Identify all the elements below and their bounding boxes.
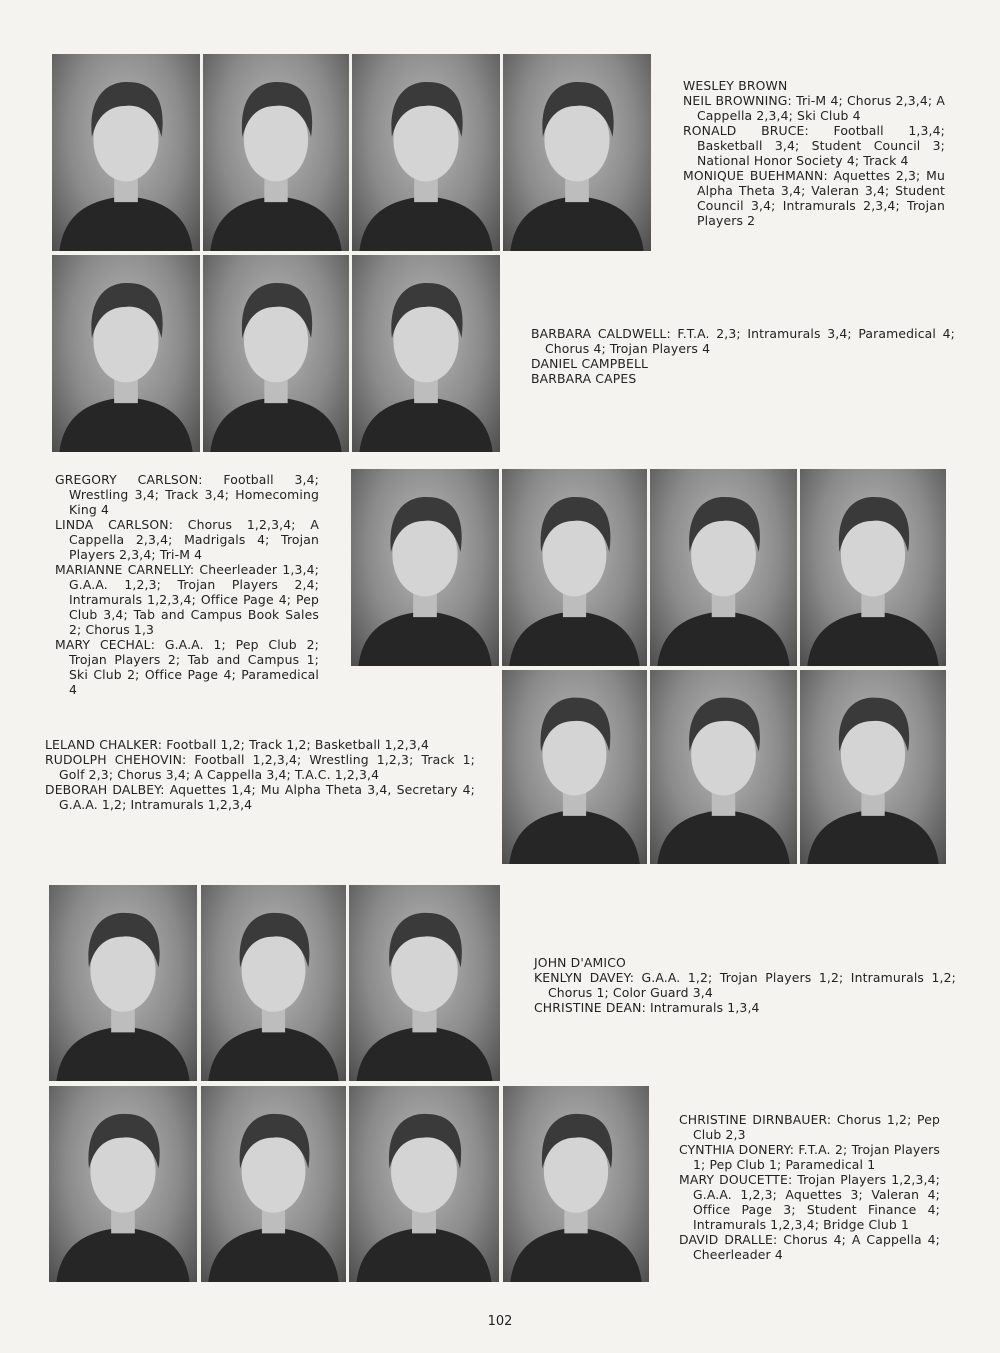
caption-entry: DEBORAH DALBEY: Aquettes 1,4; Mu Alpha Theta 3,4, Secretary 4; G.A.A. 1,2; Intramurals 1,2,3,4 (45, 782, 475, 812)
portrait-christine-dirnbauer (49, 1086, 197, 1282)
caption-entry: CYNTHIA DONERY: F.T.A. 2; Trojan Players 1; Pep Club 1; Paramedical 1 (679, 1142, 940, 1172)
portrait-christine-dean (349, 885, 500, 1081)
portrait-marianne-carnelly (650, 469, 797, 666)
portrait-barbara-capes (352, 255, 500, 452)
caption-block-3 (55, 472, 319, 697)
caption-block-6 (679, 1112, 940, 1262)
caption-entry: GREGORY CARLSON: Football 3,4; Wrestling 3,4; Track 3,4; Homecoming King 4 (55, 472, 319, 517)
caption-entry: WESLEY BROWN (683, 78, 788, 93)
portrait-john-damico (49, 885, 197, 1081)
portrait-mary-doucette (349, 1086, 499, 1282)
caption-entry: BARBARA CAPES (531, 371, 637, 386)
page-number: 102 (487, 1314, 513, 1329)
portrait-mary-cechal (800, 469, 946, 666)
portrait-deborah-dalbey (800, 670, 946, 864)
caption-entry: KENLYN DAVEY: G.A.A. 1,2; Trojan Players 1,2; Intramurals 1,2; Chorus 1; Color Guard 3,4 (534, 970, 956, 1000)
caption-entry: CHRISTINE DEAN: Intramurals 1,3,4 (534, 1000, 760, 1015)
caption-entry: MONIQUE BUEHMANN: Aquettes 2,3; Mu Alpha Theta 3,4; Valeran 3,4; Student Council 3,4; Intramurals 2,3,4; Trojan Players 2 (683, 168, 945, 228)
caption-entry: JOHN D'AMICO (534, 955, 626, 970)
portrait-kenlyn-davey (201, 885, 346, 1081)
caption-entry: LINDA CARLSON: Chorus 1,2,3,4; A Cappella 2,3,4; Madrigals 4; Trojan Players 2,3,4; Tri-M 4 (55, 517, 319, 562)
portrait-linda-carlson (502, 469, 647, 666)
caption-entry: MARY DOUCETTE: Trojan Players 1,2,3,4; G.A.A. 1,2,3; Aquettes 3; Valeran 4; Office Page 3; Student Finance 4; Intramurals 1,2,3,4; Bridge Club 1 (679, 1172, 940, 1232)
caption-block-2 (531, 326, 955, 386)
caption-entry: NEIL BROWNING: Tri-M 4; Chorus 2,3,4; A Cappella 2,3,4; Ski Club 4 (683, 93, 945, 123)
caption-block-4 (45, 737, 475, 812)
caption-entry: BARBARA CALDWELL: F.T.A. 2,3; Intramurals 3,4; Paramedical 4; Chorus 4; Trojan Players 4 (531, 326, 955, 356)
caption-entry: CHRISTINE DIRNBAUER: Chorus 1,2; Pep Club 2,3 (679, 1112, 940, 1142)
portrait-leland-chalker (502, 670, 647, 864)
caption-entry: MARY CECHAL: G.A.A. 1; Pep Club 2; Trojan Players 2; Tab and Campus 1; Ski Club 2; Office Page 4; Paramedical 4 (55, 637, 319, 697)
caption-entry: RUDOLPH CHEHOVIN: Football 1,2,3,4; Wrestling 1,2,3; Track 1; Golf 2,3; Chorus 3,4; A Cappella 3,4; T.A.C. 1,2,3,4 (45, 752, 475, 782)
caption-entry: RONALD BRUCE: Football 1,3,4; Basketball 3,4; Student Council 3; National Honor Society 4; Track 4 (683, 123, 945, 168)
portrait-neil-browning (203, 54, 349, 251)
caption-entry: DAVID DRALLE: Chorus 4; A Cappella 4; Cheerleader 4 (679, 1232, 940, 1262)
portrait-rudolph-chehovin (650, 670, 797, 864)
caption-block-1 (683, 78, 945, 228)
caption-block-5 (534, 955, 956, 1015)
portrait-david-dralle (503, 1086, 649, 1282)
portrait-gregory-carlson (351, 469, 499, 666)
caption-entry: MARIANNE CARNELLY: Cheerleader 1,3,4; G.A.A. 1,2,3; Trojan Players 2,4; Intramurals 1,2,3,4; Office Page 4; Pep Club 3,4; Tab and Campus Book Sales 2; Chorus 1,3 (55, 562, 319, 637)
portrait-wesley-brown (52, 54, 200, 251)
caption-entry: DANIEL CAMPBELL (531, 356, 649, 371)
portrait-ronald-bruce (352, 54, 500, 251)
portrait-barbara-caldwell (52, 255, 200, 452)
portrait-monique-buehmann (503, 54, 651, 251)
portrait-daniel-campbell (203, 255, 349, 452)
portrait-cynthia-donery (201, 1086, 346, 1282)
caption-entry: LELAND CHALKER: Football 1,2; Track 1,2; Basketball 1,2,3,4 (45, 737, 430, 752)
